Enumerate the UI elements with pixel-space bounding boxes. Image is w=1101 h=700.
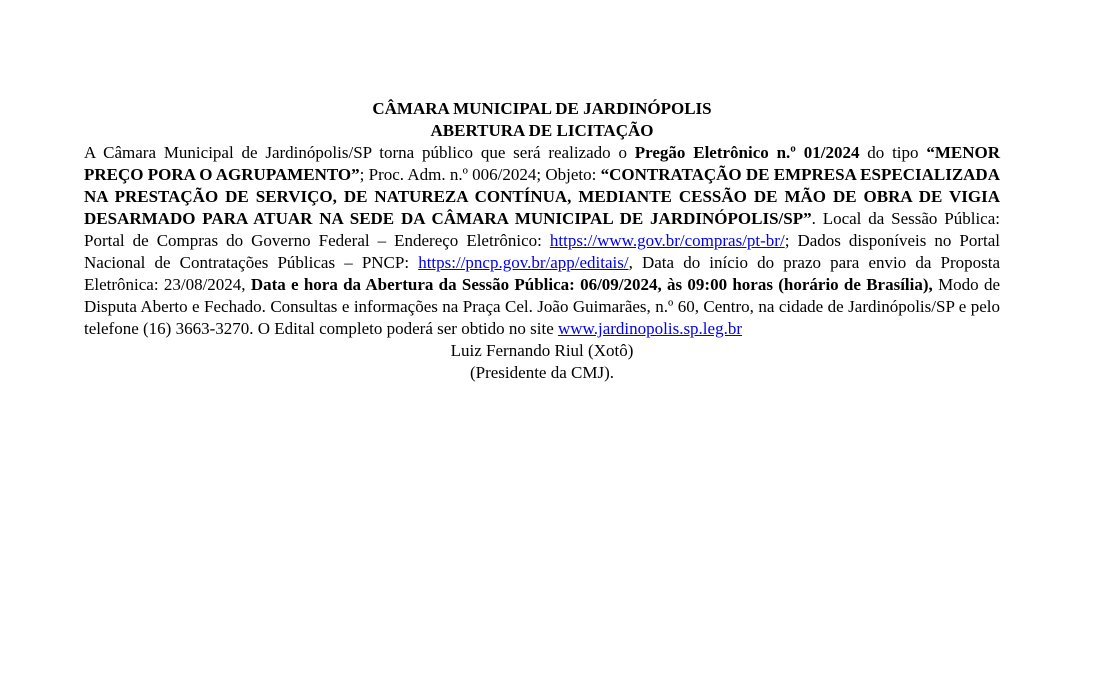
link-pncp[interactable]: https://pncp.gov.br/app/editais/ <box>418 253 629 272</box>
signature-role: (Presidente da CMJ). <box>469 363 614 382</box>
text-pncp: ; Dados disponíveis no Portal Nacional de Contratações Públicas – PNCP: <box>84 231 1000 272</box>
tipo-value: “MENOR PREÇO PORA O AGRUPAMENTO” <box>84 143 1001 184</box>
text-proc: ; Proc. Adm. n.º 006/2024; Objeto: <box>359 165 601 184</box>
link-site[interactable]: www.jardinopolis.sp.leg.br <box>558 319 742 338</box>
text-consultas: Modo de Disputa Aberto e Fechado. Consultas e informações na Praça Cel. João Guimarães, n.º 60, Centro, na cidade de Jardinópolis/SP e pelo telefone (16) 3663-3270. O Edital completo poderá ser obtido no site <box>84 275 1000 338</box>
link-compras[interactable]: https://www.gov.br/compras/pt-br/ <box>549 231 785 250</box>
abertura-datetime: Data e hora da Abertura da Sessão Pública: 06/09/2024, às 09:00 horas (horário de Brasília), <box>250 275 933 294</box>
pregao-number: Pregão Eletrônico n.º 01/2024 <box>634 143 860 162</box>
text-local: . Local da Sessão Pública: Portal de Compras do Governo Federal – Endereço Eletrônico: <box>84 209 1000 250</box>
document-subtitle: ABERTURA DE LICITAÇÃO <box>430 121 654 140</box>
institution-title: CÂMARA MUNICIPAL DE JARDINÓPOLIS <box>372 99 712 118</box>
text-tipo-label: do tipo <box>859 143 927 162</box>
objeto-value: “CONTRATAÇÃO DE EMPRESA ESPECIALIZADA NA PRESTAÇÃO DE SERVIÇO, DE NATUREZA CONTÍNUA, MEDIANTE CESSÃO DE MÃO DE OBRA DE VIGIA DESARMADO PARA ATUAR NA SEDE DA CÂMARA MUNICIPAL DE JARDINÓPOLIS/SP” <box>84 165 1000 228</box>
notice-paragraph <box>84 142 1000 340</box>
text-intro: A Câmara Municipal de Jardinópolis/SP torna público que será realizado o <box>84 143 635 162</box>
text-prazo: , Data do início do prazo para envio da Proposta Eletrônica: 23/08/2024, <box>84 253 1001 294</box>
signature-name: Luiz Fernando Riul (Xotô) <box>450 341 634 360</box>
document <box>84 98 1000 384</box>
